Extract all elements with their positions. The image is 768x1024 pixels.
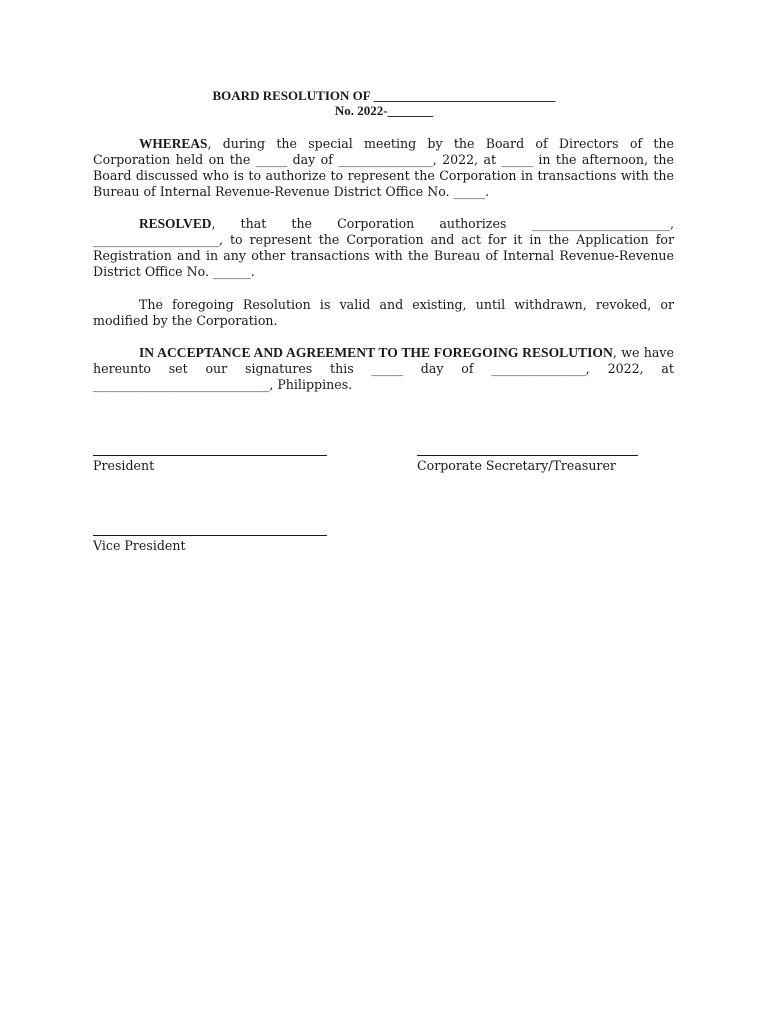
resolved-text: , that the Corporation authorizes ______________________, ____________________, to represent the Corporation and act for it in the Application for Registration and in any other transactions with the Bureau of Internal Revenue-Revenue District Office No. ______. bbox=[93, 216, 674, 279]
whereas-text: , during the special meeting by the Board of Directors of the Corporation held on the _____ day of _______________, 2022, at _____ in the afternoon, the Board discussed who is to authorize to represent the Corporation in transactions with the Bureau of Internal Revenue-Revenue District Office No. _____. bbox=[93, 136, 674, 199]
vice-president-label: Vice President bbox=[93, 538, 186, 553]
resolution-number: No. 2022-_______ bbox=[334, 103, 434, 118]
resolved-paragraph bbox=[93, 216, 674, 280]
resolved-lead: RESOLVED bbox=[139, 216, 212, 231]
president-signature-line bbox=[93, 455, 327, 456]
president-label: President bbox=[93, 458, 155, 473]
acceptance-text: , we have hereunto set our signatures this _____ day of _______________, 2022, at ____________________________, Philippines. bbox=[93, 345, 674, 392]
validity-paragraph bbox=[93, 297, 674, 329]
whereas-paragraph bbox=[93, 136, 674, 200]
validity-text: The foregoing Resolution is valid and existing, until withdrawn, revoked, or modified by the Corporation. bbox=[93, 297, 674, 328]
secretary-label: Corporate Secretary/Treasurer bbox=[417, 458, 616, 473]
acceptance-paragraph bbox=[93, 345, 674, 393]
whereas-lead: WHEREAS bbox=[139, 136, 208, 151]
document-title: BOARD RESOLUTION OF ____________________________ bbox=[212, 88, 556, 103]
secretary-signature-line bbox=[417, 455, 638, 456]
acceptance-lead: IN ACCEPTANCE AND AGREEMENT TO THE FOREGOING RESOLUTION bbox=[139, 345, 613, 360]
vice-president-signature-line bbox=[93, 535, 327, 536]
